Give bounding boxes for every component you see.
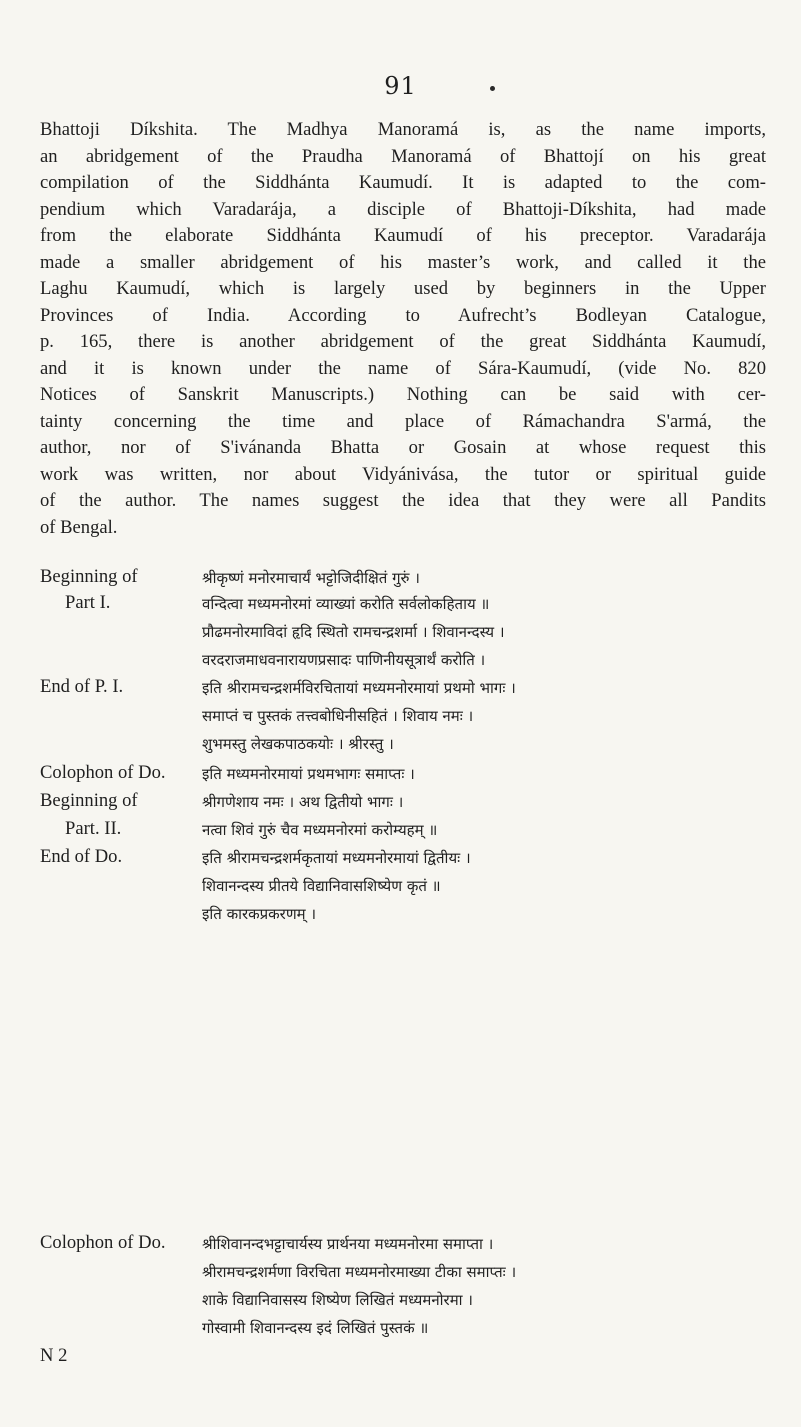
entry-label: Colophon of Do.: [40, 1232, 166, 1253]
sanskrit-line: शाके विद्यानिवासस्य शिष्येण लिखितं मध्यमनोरमा ।: [202, 1291, 473, 1309]
sanskrit-line: श्रीशिवानन्दभट्टाचार्यस्य प्रार्थनया मध्यमनोरमा समाप्ता ।: [202, 1235, 494, 1253]
sanskrit-line: नत्वा शिवं गुरुं चैव मध्यमनोरमां करोम्यहम् ॥: [202, 821, 438, 839]
sanskrit-line: इति श्रीरामचन्द्रशर्मविरचितायां मध्यमनोरमायां प्रथमो भागः ।: [202, 679, 516, 697]
prose-line: made a smaller abridgement of his master’s work, and called it the: [40, 251, 766, 273]
prose-line: Notices of Sanskrit Manuscripts.) Nothing can be said with cer-: [40, 384, 766, 405]
sanskrit-line: शिवानन्दस्य प्रीतये विद्यानिवासशिष्येण कृतं ॥: [202, 877, 441, 895]
sanskrit-line: प्रौढमनोरमाविदां हृदि स्थितो रामचन्द्रशर्मा । शिवानन्दस्य ।: [202, 623, 505, 641]
prose-line: Bhattoji Díkshita. The Madhya Manoramá is, as the name imports,: [40, 119, 766, 140]
sanskrit-line: वन्दित्वा मध्यमनोरमां व्याख्यां करोति सर्वलोकहिताय ॥: [202, 595, 490, 613]
entry-label: Part I.: [65, 592, 111, 613]
entry-label: End of Do.: [40, 846, 123, 867]
signature-mark: N 2: [40, 1345, 68, 1366]
entry-label: Colophon of Do.: [40, 762, 166, 783]
prose-line: an abridgement of the Praudha Manoramá of Bhattojí on his great: [40, 145, 766, 167]
sanskrit-line: समाप्तं च पुस्तकं तत्त्वबोधिनीसहितं । शिवाय नमः ।: [202, 707, 474, 725]
prose-line: Laghu Kaumudí, which is largely used by beginners in the Upper: [40, 278, 766, 299]
sanskrit-line: श्रीरामचन्द्रशर्मणा विरचिता मध्यमनोरमाख्या टीका समाप्तः ।: [202, 1263, 517, 1281]
sanskrit-line: इति कारकप्रकरणम् ।: [202, 905, 317, 923]
sanskrit-line: वरदराजमाधवनारायणप्रसादः पाणिनीयसूत्रार्थं करोति ।: [202, 651, 486, 669]
prose-line: work was written, nor about Vidyánivása, the tutor or spiritual guide: [40, 463, 766, 485]
sanskrit-line: इति श्रीरामचन्द्रशर्मकृतायां मध्यमनोरमायां द्वितीयः ।: [202, 849, 471, 867]
speck-mark: [490, 86, 495, 91]
entry-label: Part. II.: [65, 818, 122, 839]
entry-label: Beginning of: [40, 566, 138, 587]
prose-line: Provinces of India. According to Aufrecht’s Bodleyan Catalogue,: [40, 304, 766, 326]
prose-line: author, nor of S'ivánanda Bhatta or Gosain at whose request this: [40, 437, 766, 458]
page-number: 91: [384, 72, 417, 100]
description-paragraph: [40, 117, 766, 541]
sanskrit-line: इति मध्यमनोरमायां प्रथमभागः समाप्तः ।: [202, 765, 415, 783]
prose-line: and it is known under the name of Sára-Kaumudí, (vide No. 820: [40, 357, 766, 379]
sanskrit-line: श्रीकृष्णं मनोरमाचार्यं भट्टोजिदीक्षितं गुरुं ।: [202, 569, 420, 587]
sanskrit-line: गोस्वामी शिवानन्दस्य इदं लिखितं पुस्तकं ॥: [202, 1319, 429, 1337]
prose-line: of the author. The names suggest the idea that they were all Pandits: [40, 490, 766, 511]
prose-line: tainty concerning the time and place of Rámachandra S'armá, the: [40, 410, 766, 432]
sanskrit-line: श्रीगणेशाय नमः । अथ द्वितीयो भागः ।: [202, 793, 404, 811]
entry-label: End of P. I.: [40, 676, 124, 697]
prose-line: pendium which Varadarája, a disciple of Bhattoji-Díkshita, had made: [40, 198, 766, 220]
prose-line: from the elaborate Siddhánta Kaumudí of his preceptor. Varadarája: [40, 225, 766, 246]
entry-label: Beginning of: [40, 790, 138, 811]
prose-line: p. 165, there is another abridgement of the great Siddhánta Kaumudí,: [40, 331, 766, 352]
prose-line: of Bengal.: [40, 516, 118, 538]
sanskrit-line: शुभमस्तु लेखकपाठकयोः । श्रीरस्तु ।: [202, 735, 394, 753]
prose-line: compilation of the Siddhánta Kaumudí. It is adapted to the com-: [40, 172, 766, 193]
